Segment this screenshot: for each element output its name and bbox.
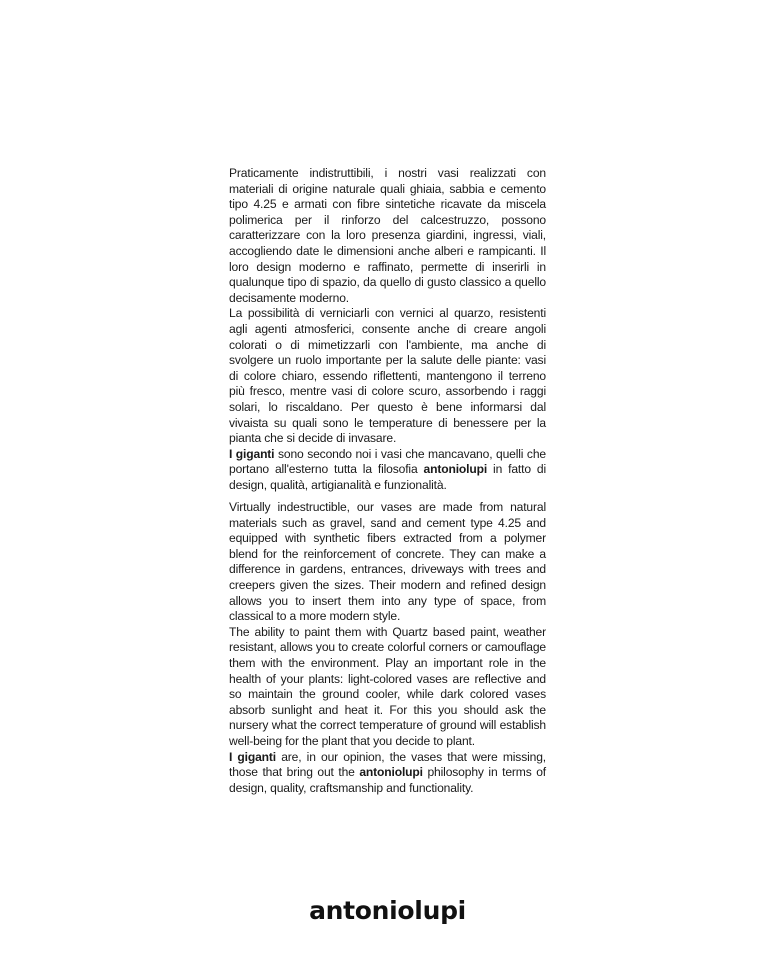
italian-paragraph-1: Praticamente indistruttibili, i nostri vasi realizzati con materiali di origine naturale quali ghiaia, sabbia e cemento tipo 4.25 e armati con fibre sintetiche ricavate da miscela polimerica per il rinforzo del calcestruzzo, possono caratterizzare con la loro presenza giardini, ingressi, viali, accogliendo date le dimensioni anche alberi e rampicanti. Il loro design moderno e raffinato, permette di inserirli in qualunque tipo di spazio, da quello di gusto classico a quello decisamente moderno. (229, 166, 546, 305)
english-brand-line: I giganti (229, 749, 277, 764)
english-paragraph-3 (229, 750, 546, 797)
brand-logo: antoniolupi (309, 896, 466, 925)
italian-paragraph-2: La possibilità di verniciarli con vernici al quarzo, resistenti agli agenti atmosferici, consente anche di creare angoli colorati o di mimetizzarli con l'ambiente, ma anche di svolgere un ruolo importante per la salute delle piante: vasi di colore chiaro, essendo riflettenti, mantengono il terreno più fresco, mentre vasi di colore scuro, assorbendo i raggi solari, lo riscaldano. Per questo è bene informarsi dal vivaista su quali sono le temperature di benessere per la pianta che si decide di invasare. (229, 306, 546, 446)
italian-brand-name: antoniolupi (423, 462, 488, 477)
italian-brand-line: I giganti (229, 446, 275, 461)
english-text-block (229, 500, 546, 796)
italian-paragraph-3-text-a: sono secondo noi i vasi che mancavano, quelli che portano all'esterno tutta la filosofia (229, 446, 546, 477)
english-paragraph-1: Virtually indestructible, our vases are made from natural materials such as gravel, sand and cement type 4.25 and equipped with synthetic fibers extracted from a polymer blend for the reinforcement of concrete. They can make a difference in gardens, entrances, driveways with trees and creepers given the sizes. Their modern and refined design allows you to insert them into any type of space, from classical to a more modern style. (229, 500, 546, 624)
english-brand-name: antoniolupi (359, 765, 423, 780)
italian-paragraph-3-text-b: in fatto di design, qualità, artigianalità e funzionalità. (229, 462, 546, 492)
english-paragraph-2: The ability to paint them with Quartz based paint, weather resistant, allows you to create colorful corners or camouflage them with the environment. Play an important role in the health of your plants: light-colored vases are reflective and so maintain the ground cooler, while dark colored vases absorb sunlight and heat it. For this you should ask the nursery what the correct temperature of ground will establish well-being for the plant that you decide to plant. (229, 624, 546, 748)
italian-paragraph-3 (229, 447, 546, 494)
english-paragraph-3-text-b: philosophy in terms of design, quality, craftsmanship and functionality. (229, 765, 547, 795)
english-paragraph-3-text-a: are, in our opinion, the vases that were missing, those that bring out the (229, 749, 546, 780)
italian-text-block (229, 166, 546, 493)
